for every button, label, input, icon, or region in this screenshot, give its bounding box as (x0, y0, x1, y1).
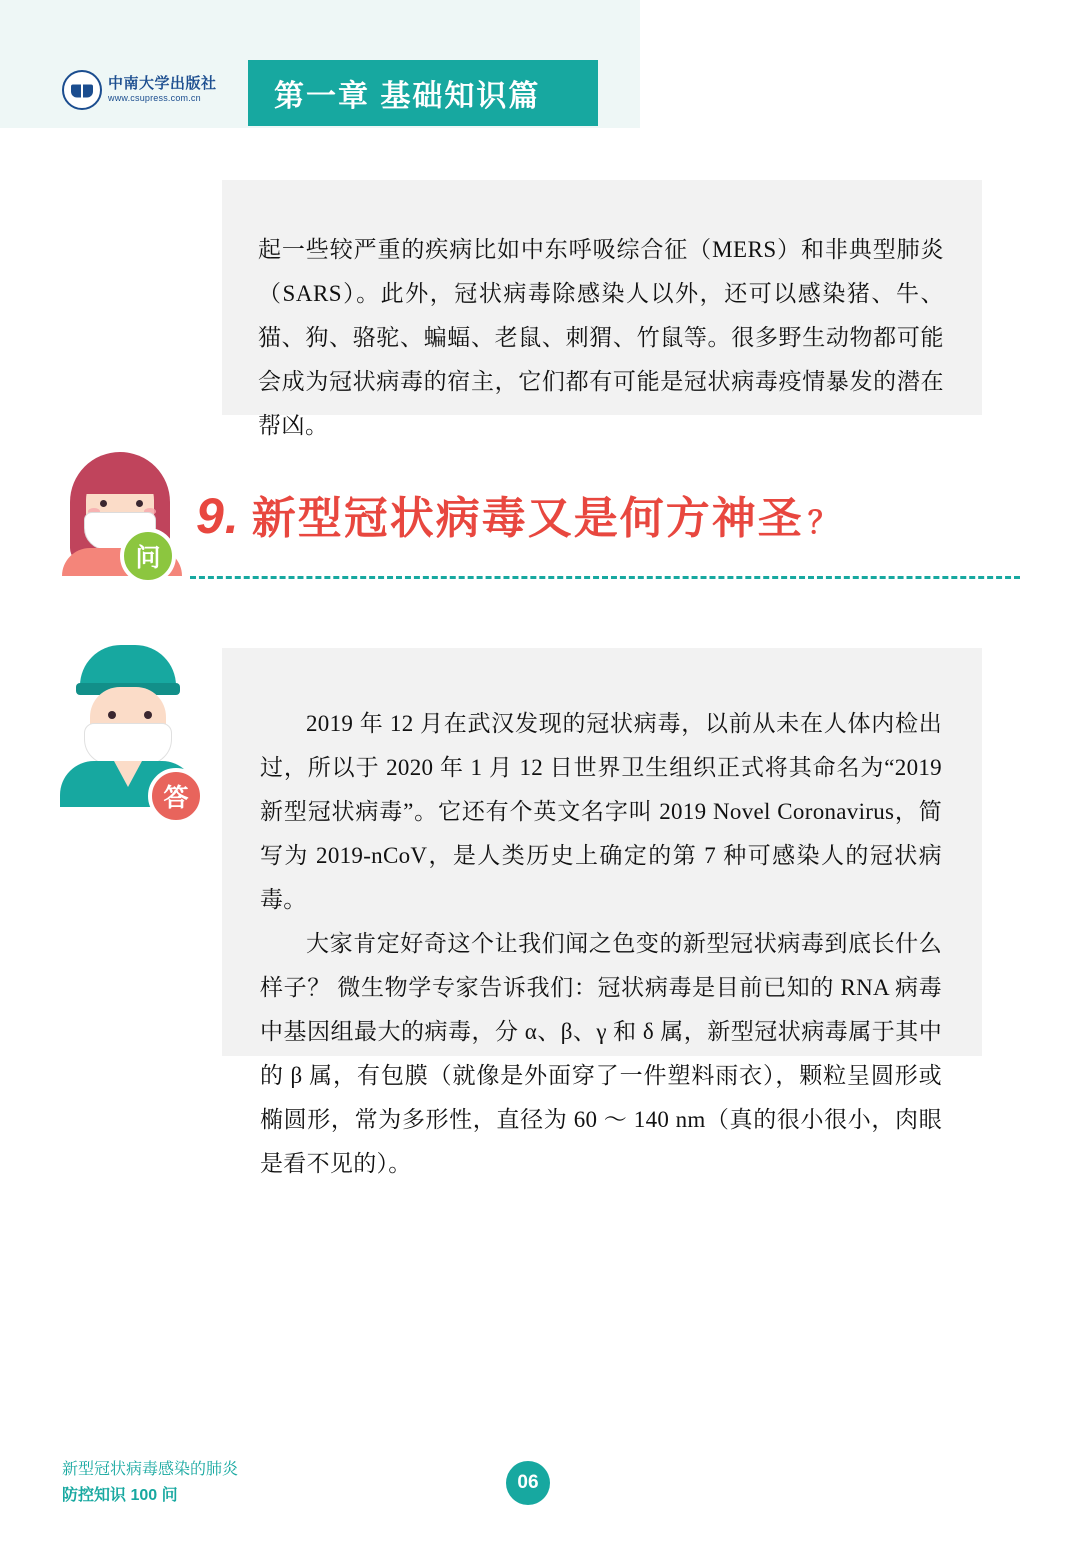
girl-eye-left (100, 500, 107, 507)
question-badge: 问 (120, 528, 176, 584)
question-number: 9. (196, 488, 240, 544)
publisher-url: www.csupress.com.cn (108, 93, 201, 104)
answer-paragraph-2: 大家肯定好奇这个让我们闻之色变的新型冠状病毒到底长什么样子？ 微生物学专家告诉我们：冠状病毒是目前已知的 RNA 病毒中基因组最大的病毒，分 α、β、γ 和 δ 属，新型冠状病毒属于其中的 β 属，有包膜（就像是外面穿了一件塑料雨衣），颗粒呈圆形或椭圆形，常为多形性，直径为 60 ～ 140 nm（真的很小很小，肉眼是看不见的）。 (260, 931, 942, 1176)
answer-box (222, 648, 982, 1176)
question-mark: ？ (807, 507, 838, 540)
top-paragraph-box (222, 180, 982, 438)
girl-eye-right (136, 500, 143, 507)
top-paragraph-text: 起一些较严重的疾病比如中东呼吸综合征（MERS）和非典型肺炎（SARS）。此外，冠状病毒除感染人以外，还可以感染猪、牛、猫、狗、骆驼、蝙蝠、老鼠、刺猬、竹鼠等。很多野生动物都可能会成为冠状病毒的宿主，它们都有可能是冠状病毒疫情暴发的潜在帮凶。 (258, 237, 944, 438)
page-header (0, 0, 1080, 140)
doctor-face-mask-icon (84, 723, 172, 765)
publisher-logo-text (108, 76, 217, 104)
answer-badge: 答 (148, 768, 204, 824)
question-text: 新型冠状病毒又是何方神圣 (251, 494, 804, 543)
chapter-banner (248, 60, 598, 126)
book-title-line-2: 防控知识 100 问 (62, 1487, 178, 1504)
book-title (62, 1457, 238, 1509)
page-footer (0, 1457, 1080, 1517)
doctor-eye-left (108, 711, 116, 719)
dashed-divider (190, 576, 1020, 579)
book-seal-icon (62, 70, 102, 110)
publisher-name: 中南大学出版社 (108, 76, 217, 93)
question-title (196, 482, 838, 546)
question-block (0, 440, 1080, 615)
girl-fringe (78, 458, 162, 494)
doctor-eye-right (144, 711, 152, 719)
page-number: 06 (506, 1461, 550, 1505)
book-title-line-1: 新型冠状病毒感染的肺炎 (62, 1461, 239, 1478)
publisher-logo (62, 66, 234, 114)
chapter-label: 第一章 基础知识篇 (274, 80, 541, 113)
answer-paragraph-1: 2019 年 12 月在武汉发现的冠状病毒，以前从未在人体内检出过，所以于 2020 年 1 月 12 日世界卫生组织正式将其命名为“2019 新型冠状病毒”。它还有个英文名字叫 2019 Novel Coronavirus，简写为 2019-nCoV，是人类历史上确定的第 7 种可感染人的冠状病毒。 (260, 711, 942, 912)
